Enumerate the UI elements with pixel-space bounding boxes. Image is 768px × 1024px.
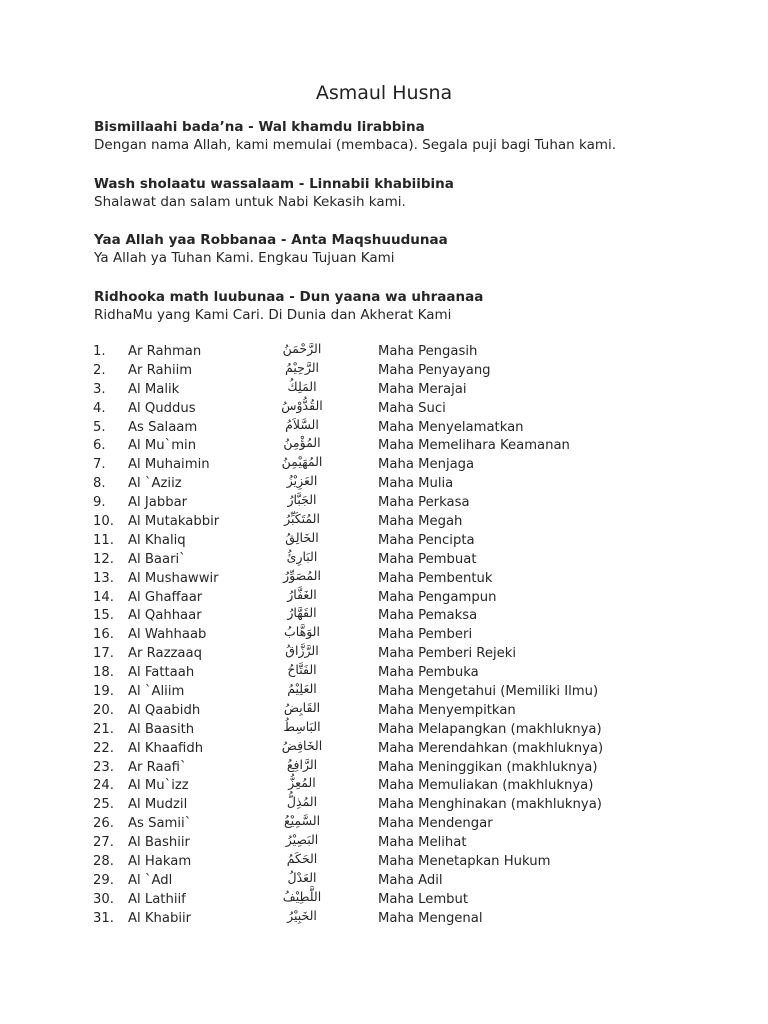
name-meaning: Maha Merajai — [378, 381, 467, 397]
name-meaning: Maha Memelihara Keamanan — [378, 438, 570, 454]
name-number: 23. — [93, 759, 114, 775]
name-number: 10. — [93, 514, 114, 530]
intro-verse-translation: Ya Allah ya Tuhan Kami. Engkau Tujuan Kami — [94, 250, 395, 266]
name-meaning: Maha Pengampun — [378, 589, 497, 605]
name-transliteration: Al Wahhaab — [128, 627, 207, 643]
name-arabic: المُهَيْمِنُ — [281, 454, 323, 470]
name-meaning: Maha Perkasa — [378, 495, 470, 511]
name-transliteration: Al Qaabidh — [128, 702, 201, 718]
name-transliteration: Al Mudzil — [128, 797, 188, 813]
name-meaning: Maha Suci — [378, 400, 446, 416]
name-meaning: Maha Mengetahui (Memiliki Ilmu) — [378, 684, 599, 700]
name-number: 22. — [93, 740, 114, 756]
name-meaning: Maha Penyayang — [378, 362, 491, 378]
name-arabic: القَهَّارُ — [287, 605, 317, 621]
name-meaning: Maha Pembuka — [378, 665, 479, 681]
page-title: Asmaul Husna — [315, 82, 453, 104]
name-meaning: Maha Mulia — [378, 476, 454, 492]
name-arabic: العَدْلُ — [287, 869, 317, 885]
name-arabic: المَلِكُ — [287, 378, 317, 394]
name-arabic: الخَافِضُ — [281, 737, 323, 753]
name-number: 5. — [93, 419, 106, 435]
name-row — [0, 777, 768, 796]
name-transliteration: Al Mutakabbir — [128, 514, 220, 530]
name-row — [0, 815, 768, 834]
name-meaning: Maha Melapangkan (makhluknya) — [378, 721, 602, 737]
name-meaning: Maha Pemberi Rejeki — [378, 646, 517, 662]
name-arabic: الرَّافِعُ — [286, 756, 318, 772]
name-row — [0, 796, 768, 815]
name-transliteration: Al Quddus — [128, 400, 196, 416]
name-row — [0, 607, 768, 626]
name-meaning: Maha Melihat — [378, 835, 467, 851]
name-transliteration: Al Fattaah — [128, 665, 195, 681]
intro-verse-1 — [94, 118, 714, 155]
intro-verse-3 — [94, 231, 714, 268]
name-meaning: Maha Menyempitkan — [378, 702, 516, 718]
name-meaning: Maha Pemberi — [378, 627, 473, 643]
name-arabic: الخَالِقُ — [285, 529, 319, 545]
name-transliteration: Ar Rahiim — [128, 362, 193, 378]
name-arabic: القَابِضُ — [283, 699, 321, 715]
name-arabic: المُؤْمِنُ — [283, 435, 321, 451]
name-arabic: المُعِزُّ — [288, 775, 316, 791]
name-number: 27. — [93, 835, 114, 851]
name-meaning: Maha Pengasih — [378, 344, 478, 359]
name-meaning: Maha Pemaksa — [378, 608, 478, 624]
name-meaning: Maha Merendahkan (makhluknya) — [378, 740, 604, 756]
name-number: 9. — [93, 495, 106, 511]
name-transliteration: As Samii` — [128, 816, 192, 832]
name-meaning: Maha Pembuat — [378, 551, 477, 567]
name-row — [0, 456, 768, 475]
name-arabic: المُصَوِّرُ — [283, 567, 321, 583]
name-row — [0, 529, 768, 551]
name-meaning: Maha Pembentuk — [378, 570, 493, 586]
name-row — [0, 513, 768, 532]
name-transliteration: Al `Aliim — [128, 684, 185, 700]
name-transliteration: Al Lathiif — [128, 891, 186, 907]
intro-verse-translation: Dengan nama Allah, kami memulai (membaca). Segala puji bagi Tuhan kami. — [94, 137, 617, 153]
name-meaning: Maha Menetapkan Hukum — [378, 854, 551, 870]
name-row — [0, 869, 768, 891]
name-arabic: العَلِيْمُ — [287, 681, 317, 697]
name-meaning: Maha Memuliakan (makhluknya) — [378, 778, 594, 794]
name-meaning: Maha Mengenal — [378, 910, 483, 926]
name-meaning: Maha Menyelamatkan — [378, 419, 524, 435]
name-number: 19. — [93, 684, 114, 700]
name-arabic: البَصِيْرُ — [285, 832, 319, 848]
name-transliteration: Al Jabbar — [128, 495, 188, 511]
name-transliteration: Al Mu`izz — [128, 778, 189, 794]
name-transliteration: Al Ghaffaar — [128, 589, 203, 605]
name-row — [0, 494, 768, 513]
name-row — [0, 475, 768, 494]
name-arabic: الوَهَّابُ — [284, 624, 320, 640]
name-number: 13. — [93, 570, 114, 586]
name-transliteration: Al Baasith — [128, 721, 195, 737]
name-row — [0, 853, 768, 872]
name-transliteration: Ar Raafi` — [128, 759, 187, 775]
name-row — [0, 888, 768, 910]
name-number: 12. — [93, 551, 114, 567]
name-transliteration: Al `Adl — [128, 872, 173, 888]
name-arabic: الرَّزَّاقُ — [285, 643, 319, 659]
name-arabic: المُذِلُّ — [286, 794, 318, 810]
name-meaning: Maha Adil — [378, 872, 443, 888]
name-row — [0, 548, 768, 570]
name-transliteration: Al Qahhaar — [128, 608, 202, 624]
name-meaning: Maha Menghinakan (makhluknya) — [378, 797, 602, 813]
name-row — [0, 397, 768, 419]
name-row — [0, 737, 768, 759]
name-number: 24. — [93, 778, 114, 794]
name-number: 7. — [93, 457, 106, 473]
name-number: 4. — [93, 400, 106, 416]
name-transliteration: Al Bashiir — [128, 835, 190, 851]
name-number: 3. — [93, 381, 106, 397]
name-row — [0, 343, 768, 362]
name-row — [0, 907, 768, 929]
name-arabic: المُتَكَبِّرُ — [284, 511, 320, 527]
name-row — [0, 567, 768, 589]
asmaul-husna-list — [0, 343, 768, 929]
name-arabic: السَّلاَمُ — [285, 416, 319, 432]
name-transliteration: As Salaam — [128, 419, 198, 435]
intro-verse-transliteration: Ridhooka math luubunaa - Dun yaana wa uhraanaa — [94, 289, 484, 305]
name-row — [0, 359, 768, 381]
name-row — [0, 664, 768, 683]
name-number: 15. — [93, 608, 114, 624]
name-arabic: الفَتَّاحُ — [287, 662, 317, 678]
name-row — [0, 834, 768, 853]
name-number: 18. — [93, 665, 114, 681]
name-transliteration: Al Baari` — [128, 551, 186, 567]
name-arabic: السَّمِيْعُ — [283, 813, 321, 829]
name-transliteration: Al Khaafidh — [128, 740, 204, 756]
name-meaning: Maha Pencipta — [378, 532, 475, 548]
name-arabic: الغَفَّارُ — [287, 586, 317, 602]
name-transliteration: Al Khabiir — [128, 910, 192, 926]
name-number: 30. — [93, 891, 114, 907]
name-number: 25. — [93, 797, 114, 813]
name-meaning: Maha Megah — [378, 514, 463, 530]
name-number: 16. — [93, 627, 114, 643]
name-row — [0, 683, 768, 702]
intro-verse-4 — [94, 288, 714, 325]
name-number: 6. — [93, 438, 106, 454]
name-number: 26. — [93, 816, 114, 832]
name-row — [0, 699, 768, 721]
name-transliteration: Al Khaliq — [128, 532, 186, 548]
name-number: 31. — [93, 910, 114, 926]
name-number: 17. — [93, 646, 114, 662]
intro-verse-translation: RidhaMu yang Kami Cari. Di Dunia dan Akherat Kami — [94, 307, 452, 323]
name-row — [0, 437, 768, 456]
name-transliteration: Al Muhaimin — [128, 457, 210, 473]
name-arabic: الرَّحِيْمُ — [285, 359, 319, 375]
name-number: 28. — [93, 854, 114, 870]
name-transliteration: Al Malik — [128, 381, 180, 397]
name-arabic: الحَكَمُ — [286, 851, 318, 867]
name-arabic: البَاسِطُ — [283, 718, 321, 734]
name-transliteration: Al Mushawwir — [128, 570, 219, 586]
name-arabic: اللَّطِيْفُ — [282, 888, 322, 904]
name-number: 21. — [93, 721, 114, 737]
name-arabic: البَارِئُ — [286, 548, 318, 564]
name-number: 2. — [93, 362, 106, 378]
intro-verse-transliteration: Yaa Allah yaa Robbanaa - Anta Maqshuudunaa — [94, 232, 448, 248]
name-number: 8. — [93, 476, 106, 492]
name-row — [0, 626, 768, 645]
name-arabic: الخَبِيْرُ — [287, 907, 317, 923]
name-number: 29. — [93, 872, 114, 888]
name-arabic: العَزِيْزُ — [286, 473, 318, 489]
name-transliteration: Ar Razzaaq — [128, 646, 202, 662]
name-row — [0, 645, 768, 664]
name-transliteration: Al Mu`min — [128, 438, 197, 454]
name-transliteration: Ar Rahman — [128, 344, 202, 359]
name-arabic: الرَّحْمَنُ — [282, 341, 322, 356]
name-row — [0, 586, 768, 608]
name-row — [0, 756, 768, 778]
intro-verse-translation: Shalawat dan salam untuk Nabi Kekasih kami. — [94, 194, 406, 210]
intro-verse-2 — [94, 175, 714, 212]
name-meaning: Maha Mendengar — [378, 816, 493, 832]
name-row — [0, 416, 768, 438]
name-transliteration: Al Hakam — [128, 854, 192, 870]
name-arabic: القُدُّوْسُ — [281, 397, 323, 413]
name-meaning: Maha Lembut — [378, 891, 469, 907]
name-number: 11. — [93, 532, 114, 548]
name-row — [0, 378, 768, 400]
name-transliteration: Al `Aziiz — [128, 476, 182, 492]
name-arabic: الجَبَّارُ — [287, 492, 317, 508]
name-row — [0, 718, 768, 740]
name-number: 20. — [93, 702, 114, 718]
name-meaning: Maha Menjaga — [378, 457, 475, 473]
name-meaning: Maha Meninggikan (makhluknya) — [378, 759, 598, 775]
intro-verse-transliteration: Bismillaahi bada’na - Wal khamdu lirabbina — [94, 119, 425, 135]
name-number: 14. — [93, 589, 114, 605]
name-number: 1. — [93, 344, 106, 359]
intro-verse-transliteration: Wash sholaatu wassalaam - Linnabii khabiibina — [94, 176, 454, 192]
